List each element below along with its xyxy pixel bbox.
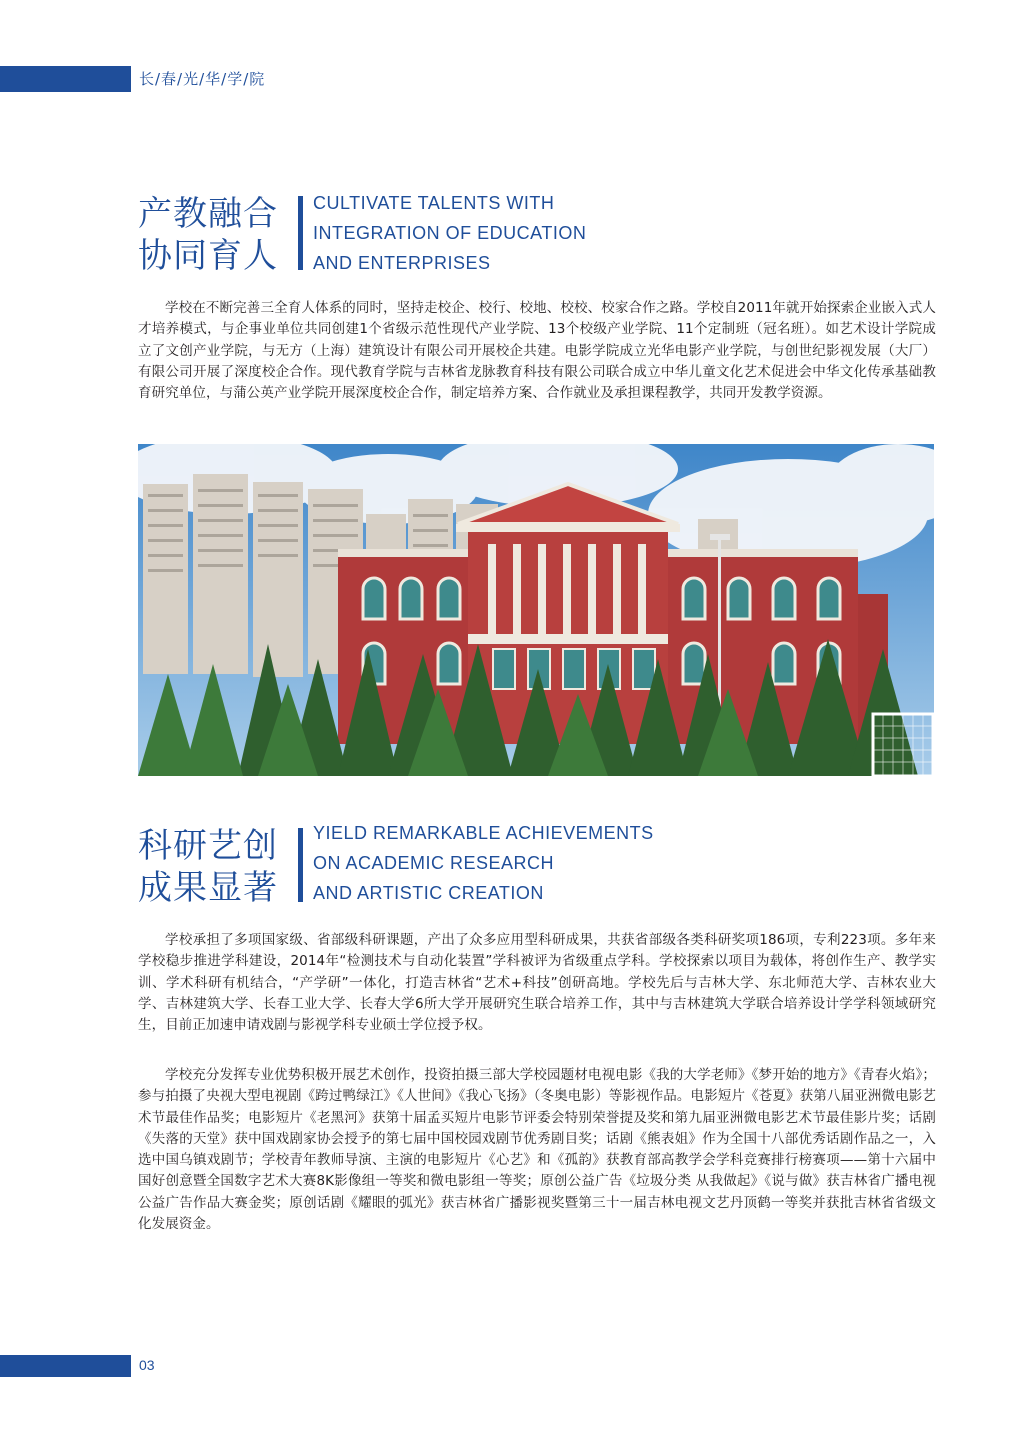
section1-en-line1: CULTIVATE TALENTS WITH bbox=[313, 193, 555, 213]
page-number: 03 bbox=[139, 1357, 155, 1373]
section1-title-line1: 产教融合 bbox=[138, 194, 278, 234]
section1-en-line3: AND ENTERPRISES bbox=[313, 253, 491, 273]
section2-en-line2: ON ACADEMIC RESEARCH bbox=[313, 853, 555, 873]
section2-en-line1: YIELD REMARKABLE ACHIEVEMENTS bbox=[313, 823, 654, 843]
section2-title bbox=[138, 825, 298, 909]
footer-accent-bar bbox=[0, 1355, 131, 1377]
section2-paragraph2: 学校充分发挥专业优势积极开展艺术创作，投资拍摄三部大学校园题材电视电影《我的大学老师》《梦开始的地方》《青春火焰》；参与拍摄了央视大型电视剧《跨过鸭绿江》《人世间》《我心飞扬》（冬奥电影）等影视作品。电影短片《苍夏》获第八届亚洲微电影艺术节最佳作品奖；电影短片《老黑河》获第十届孟买短片电影节评委会特别荣誉提及奖和第九届亚洲微电影艺术节最佳影片奖；话剧《失落的天堂》获中国戏剧家协会授予的第七届中国校园戏剧节优秀剧目奖；话剧《熊表姐》作为全国十八部优秀话剧作品之一，入选中国乌镇戏剧节；学校青年教师导演、主演的电影短片《心艺》和《孤韵》获教育部高教学会学科竞赛排行榜赛项——第十六届中国好创意暨全国数字艺术大赛8K影像组一等奖和微电影组一等奖；原创公益广告《垃圾分类 从我做起》《说与做》获吉林省广播电视公益广告作品大赛金奖；原创话剧《耀眼的弧光》获吉林省广播影视奖暨第三十一届吉林电视文艺丹顶鹤一等奖并获批吉林省省级文化发展资金。 bbox=[138, 1067, 936, 1233]
section2-title-line2: 成果显著 bbox=[138, 868, 278, 908]
section1-paragraph: 学校在不断完善三全育人体系的同时，坚持走校企、校行、校地、校校、校家合作之路。学校自2011年就开始探索企业嵌入式人才培养模式，与企事业单位共同创建1个省级示范性现代产业学院、13个校级产业学院、11个定制班（冠名班）。如艺术设计学院成立了文创产业学院，与无方（上海）建筑设计有限公司开展校企共建。电影学院成立光华电影产业学院，与创世纪影视发展（大厂）有限公司开展了深度校企合作。现代教育学院与吉林省龙脉教育科技有限公司联合成立中华儿童文化艺术促进会中华文化传承基础教育研究单位，与蒲公英产业学院开展深度校企合作，制定培养方案、合作就业及承担课程教学，共同开发教学资源。 bbox=[138, 300, 936, 402]
section2-title-line1: 科研艺创 bbox=[138, 826, 278, 866]
section2-paragraph1: 学校承担了多项国家级、省部级科研课题，产出了众多应用型科研成果，共获省部级各类科研奖项186项，专利223项。多年来学校稳步推进学科建设，2014年“检测技术与自动化装置”学科被评为省级重点学科。学校探索以项目为载体，将创作生产、教学实训、学术科研有机结合，“产学研”一体化，打造吉林省“艺术+科技”创研高地。学校先后与吉林大学、东北师范大学、吉林农业大学、吉林建筑大学、长春工业大学、长春大学6所大学开展研究生联合培养工作，其中与吉林建筑大学联合培养设计学学科领域研究生，目前正加速申请戏剧与影视学科专业硕士学位授予权。 bbox=[138, 932, 936, 1034]
header-accent-bar bbox=[0, 66, 131, 92]
section1-english-title bbox=[313, 188, 586, 278]
section2-divider bbox=[298, 828, 303, 902]
school-name: 长/春/光/华/学/院 bbox=[139, 70, 266, 88]
section1-divider bbox=[298, 196, 303, 270]
section2-en-line3: AND ARTISTIC CREATION bbox=[313, 883, 544, 903]
section1-title-line2: 协同育人 bbox=[138, 236, 278, 276]
section1-title bbox=[138, 193, 298, 277]
section2-english-title bbox=[313, 818, 654, 908]
campus-building-photo bbox=[138, 444, 934, 776]
section1-en-line2: INTEGRATION OF EDUCATION bbox=[313, 223, 587, 243]
